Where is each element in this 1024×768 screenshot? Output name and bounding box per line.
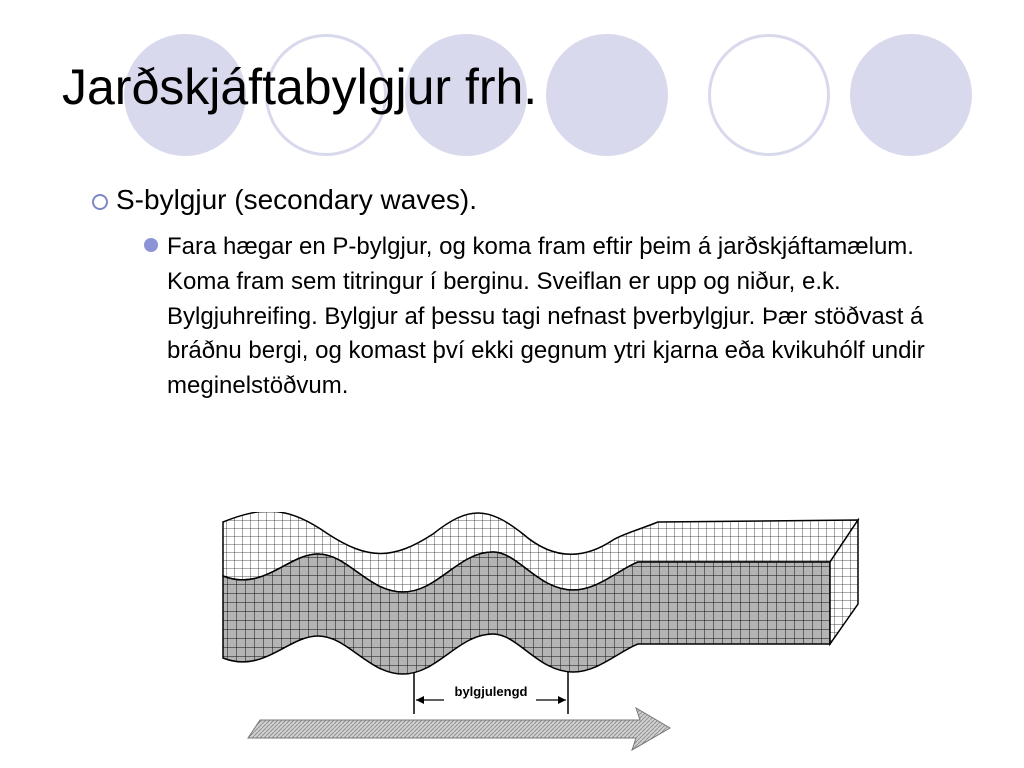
ring-bullet-icon: [92, 194, 108, 210]
slide-title: Jarðskjáftabylgjur frh.: [62, 59, 538, 115]
s-wave-illustration: [218, 512, 878, 757]
decor-circle-6: [850, 34, 972, 156]
propagation-arrow: [248, 708, 670, 750]
dot-bullet-icon: [144, 238, 158, 252]
bullet-level2-text: Fara hægar en P-bylgjur, og koma fram eftir þeim á jarðskjáftamælum. Koma fram sem titringur í berginu. Sveiflan er upp og niður, e.k. Bylgjuhreifing. Bylgjur af þessu tagi nefnast þverbylgjur. Þær stöðvast á bráðnu bergi, og komast því ekki gegnum ytri kjarna eða kvikuhólf undir meginelstöðvum.: [167, 233, 925, 400]
bullet-level1-text: S-bylgjur (secondary waves).: [116, 184, 478, 215]
decor-circle-4: [546, 34, 668, 156]
bullet-level1: [92, 184, 477, 216]
block-front-face: [223, 552, 830, 674]
s-wave-diagram: [218, 512, 878, 752]
bullet-level2: [144, 230, 984, 404]
wavelength-label: bylgjulengd: [454, 684, 528, 699]
decor-circle-5: [708, 34, 830, 156]
